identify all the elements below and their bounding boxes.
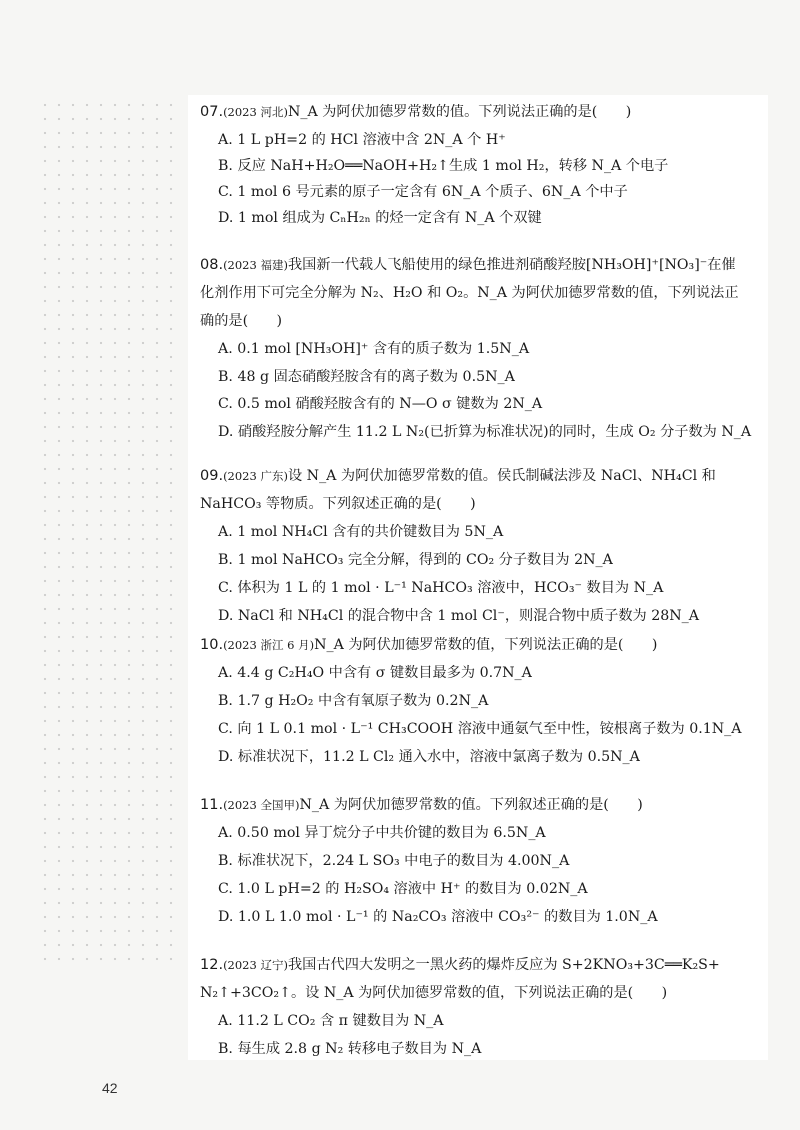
stem-line: 确的是( )	[200, 313, 283, 329]
question-number: 10.	[200, 637, 224, 653]
stem-line: N₂↑+3CO₂↑。设 N_A 为阿伏加德罗常数的值，下列说法正确的是( )	[200, 985, 668, 1001]
option-a: A. 1 mol NH₄Cl 含有的共价键数目为 5N_A	[218, 524, 504, 540]
option-b: B. 标准状况下，2.24 L SO₃ 中电子的数目为 4.00N_A	[218, 853, 570, 869]
option-d: D. 1 mol 组成为 CₙH₂ₙ 的烃一定含有 N_A 个双键	[218, 210, 542, 226]
question-number: 12.	[200, 957, 224, 973]
question-number: 08.	[200, 257, 224, 273]
stem-line: N_A 为阿伏加德罗常数的值，下列说法正确的是( )	[314, 637, 658, 653]
option-a: A. 0.50 mol 异丁烷分子中共价键的数目为 6.5N_A	[218, 825, 546, 841]
option-c: C. 体积为 1 L 的 1 mol · L⁻¹ NaHCO₃ 溶液中，HCO₃⁻ 数目为 N_A	[218, 580, 664, 596]
option-b: B. 1.7 g H₂O₂ 中含有氧原子数为 0.2N_A	[218, 693, 489, 709]
question-09-stem	[200, 469, 716, 484]
question-11-stem	[200, 798, 643, 813]
stem-line: 设 N_A 为阿伏加德罗常数的值。侯氏制碱法涉及 NaCl、NH₄Cl 和	[287, 468, 716, 484]
option-a: A. 1 L pH=2 的 HCl 溶液中含 2N_A 个 H⁺	[218, 132, 506, 148]
question-number: 11.	[200, 797, 224, 813]
stem-line: NaHCO₃ 等物质。下列叙述正确的是( )	[200, 496, 476, 512]
question-08-stem	[200, 258, 736, 273]
option-c: C. 1 mol 6 号元素的原子一定含有 6N_A 个质子、6N_A 个中子	[218, 184, 628, 200]
option-b: B. 1 mol NaHCO₃ 完全分解，得到的 CO₂ 分子数目为 2N_A	[218, 552, 613, 568]
option-b: B. 48 g 固态硝酸羟胺含有的离子数为 0.5N_A	[218, 369, 515, 385]
option-a: A. 0.1 mol [NH₃OH]⁺ 含有的质子数为 1.5N_A	[218, 341, 530, 357]
stem-line: N_A 为阿伏加德罗常数的值。下列说法正确的是( )	[287, 104, 632, 120]
option-c: C. 1.0 L pH=2 的 H₂SO₄ 溶液中 H⁺ 的数目为 0.02N_A	[218, 881, 588, 897]
option-a: A. 4.4 g C₂H₄O 中含有 σ 键数目最多为 0.7N_A	[218, 665, 532, 681]
question-source: (2023 广东)	[223, 469, 288, 483]
option-b: B. 每生成 2.8 g N₂ 转移电子数目为 N_A	[218, 1041, 482, 1057]
option-a: A. 11.2 L CO₂ 含 π 键数目为 N_A	[218, 1013, 444, 1029]
dot-grid-margin	[38, 98, 182, 968]
question-source: (2023 河北)	[223, 105, 288, 119]
stem-line: N_A 为阿伏加德罗常数的值。下列叙述正确的是( )	[299, 797, 643, 813]
stem-line: 我国古代四大发明之一黑火药的爆炸反应为 S+2KNO₃+3C══K₂S+	[287, 957, 720, 973]
option-b: B. 反应 NaH+H₂O══NaOH+H₂↑生成 1 mol H₂，转移 N_A 个电子	[218, 158, 669, 174]
question-10-stem	[200, 638, 657, 653]
stem-line: 化剂作用下可完全分解为 N₂、H₂O 和 O₂。N_A 为阿伏加德罗常数的值，下列说法正	[200, 285, 739, 301]
question-source: (2023 全国甲)	[223, 798, 300, 812]
question-number: 09.	[200, 468, 224, 484]
question-page	[188, 95, 768, 1060]
option-d: D. 硝酸羟胺分解产生 11.2 L N₂(已折算为标准状况)的同时，生成 O₂ 分子数为 N_A	[218, 424, 752, 440]
question-number: 07.	[200, 104, 224, 120]
stem-line: 我国新一代载人飞船使用的绿色推进剂硝酸羟胺[NH₃OH]⁺[NO₃]⁻在催	[287, 257, 736, 273]
option-d: D. 标准状况下，11.2 L Cl₂ 通入水中，溶液中氯离子数为 0.5N_A	[218, 749, 640, 765]
option-c: C. 向 1 L 0.1 mol · L⁻¹ CH₃COOH 溶液中通氨气至中性，铵根离子数为 0.1N_A	[218, 721, 742, 737]
question-source: (2023 辽宁)	[223, 958, 288, 972]
question-source: (2023 浙江 6 月)	[223, 638, 315, 652]
option-c: C. 0.5 mol 硝酸羟胺含有的 N—O σ 键数为 2N_A	[218, 396, 543, 412]
question-07-stem	[200, 105, 631, 120]
option-d: D. NaCl 和 NH₄Cl 的混合物中含 1 mol Cl⁻，则混合物中质子数为 28N_A	[218, 608, 700, 624]
question-source: (2023 福建)	[223, 258, 288, 272]
question-12-stem	[200, 958, 720, 973]
page-number: 42	[102, 1080, 118, 1096]
option-d: D. 1.0 L 1.0 mol · L⁻¹ 的 Na₂CO₃ 溶液中 CO₃²⁻ 的数目为 1.0N_A	[218, 909, 658, 925]
